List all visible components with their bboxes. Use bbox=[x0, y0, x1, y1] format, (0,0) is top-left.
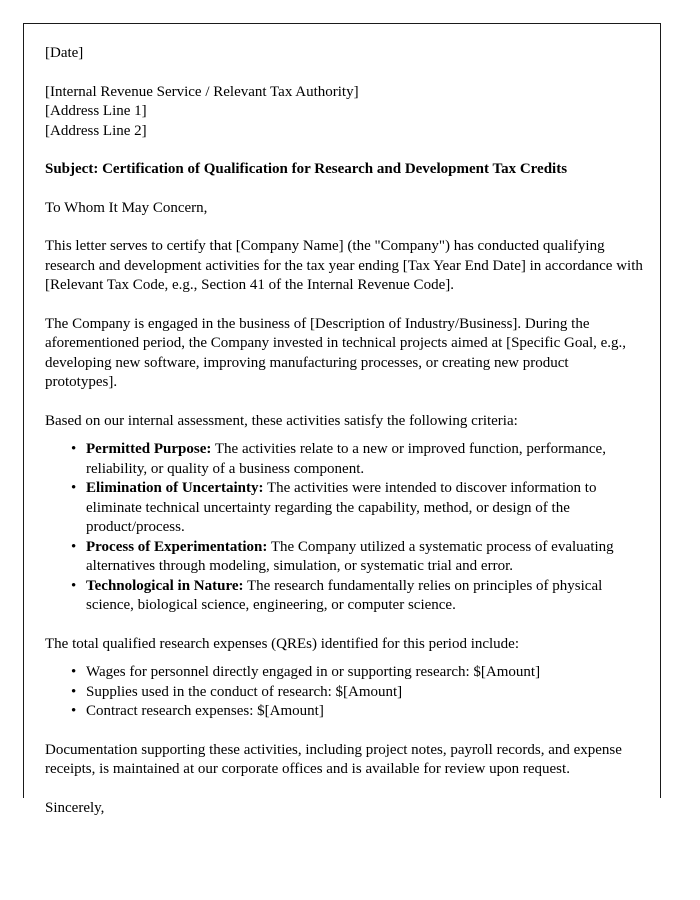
subject-line: Subject: Certification of Qualification for Research and Development Tax Credits bbox=[45, 161, 568, 177]
recipient-line-authority: [Internal Revenue Service / Relevant Tax Authority] bbox=[45, 83, 359, 100]
body-paragraph-business-description: The Company is engaged in the business of [Description of Industry/Business]. During the aforementioned period, the Company invested in technical projects aimed at [Specific Goal, e.g., developing new software, improving manufacturing processes, or creating new product prototypes]. bbox=[45, 315, 627, 390]
recipient-line-address-1: [Address Line 1] bbox=[45, 103, 147, 119]
expenses-list-spacer bbox=[45, 654, 644, 663]
recipient-line-address-2: [Address Line 2] bbox=[45, 122, 147, 139]
criteria-list bbox=[45, 440, 644, 616]
criteria-text-technological-in-nature: The research fundamentally relies on principles of physical science, biological science, engineering, or computer science. bbox=[86, 577, 603, 613]
list-item: • Contract research expenses: $[Amount] bbox=[45, 702, 644, 722]
criteria-list-spacer bbox=[45, 431, 644, 440]
list-item bbox=[45, 538, 644, 577]
criteria-lead-elimination-of-uncertainty: Elimination of Uncertainty: bbox=[86, 480, 264, 496]
expenses-intro: The total qualified research expenses (QREs) identified for this period include: bbox=[45, 635, 520, 652]
list-item bbox=[45, 440, 644, 479]
list-item: • Supplies used in the conduct of research: $[Amount] bbox=[45, 683, 644, 703]
list-item bbox=[45, 577, 644, 616]
expenses-list bbox=[45, 663, 644, 722]
criteria-text-permitted-purpose: The activities relate to a new or improved function, performance, reliability, or quality of a business component. bbox=[86, 441, 606, 477]
closing-line: Sincerely, bbox=[45, 799, 105, 816]
body-paragraph-certification: This letter serves to certify that [Company Name] (the "Company") has conducted qualifying research and development activities for the tax year ending [Tax Year End Date] in accordance with [Relevant Tax Code, e.g., Section 41 of the Internal Revenue Code]. bbox=[45, 238, 643, 293]
criteria-intro: Based on our internal assessment, these activities satisfy the following criteria: bbox=[45, 412, 518, 429]
document-body bbox=[24, 24, 660, 818]
salutation: To Whom It May Concern, bbox=[45, 199, 208, 216]
criteria-text-process-of-experimentation: The Company utilized a systematic process of evaluating alternatives through modeling, simulation, or systematic trial and error. bbox=[86, 538, 614, 574]
list-item: • Wages for personnel directly engaged in or supporting research: $[Amount] bbox=[45, 663, 644, 683]
documentation-paragraph: Documentation supporting these activities, including project notes, payroll records, and expense receipts, is maintained at our corporate offices and is available for review upon request. bbox=[45, 741, 622, 777]
list-item bbox=[45, 479, 644, 538]
date-line: [Date] bbox=[45, 45, 84, 61]
criteria-lead-permitted-purpose: Permitted Purpose: bbox=[86, 441, 212, 457]
criteria-lead-process-of-experimentation: Process of Experimentation: bbox=[86, 538, 268, 555]
recipient-address-block bbox=[45, 83, 644, 142]
criteria-lead-technological-in-nature: Technological in Nature: bbox=[86, 577, 244, 594]
criteria-text-elimination-of-uncertainty: The activities were intended to discover information to eliminate technical uncertainty regarding the capability, method, or design of the product/process. bbox=[86, 480, 597, 535]
document-page bbox=[23, 23, 661, 816]
